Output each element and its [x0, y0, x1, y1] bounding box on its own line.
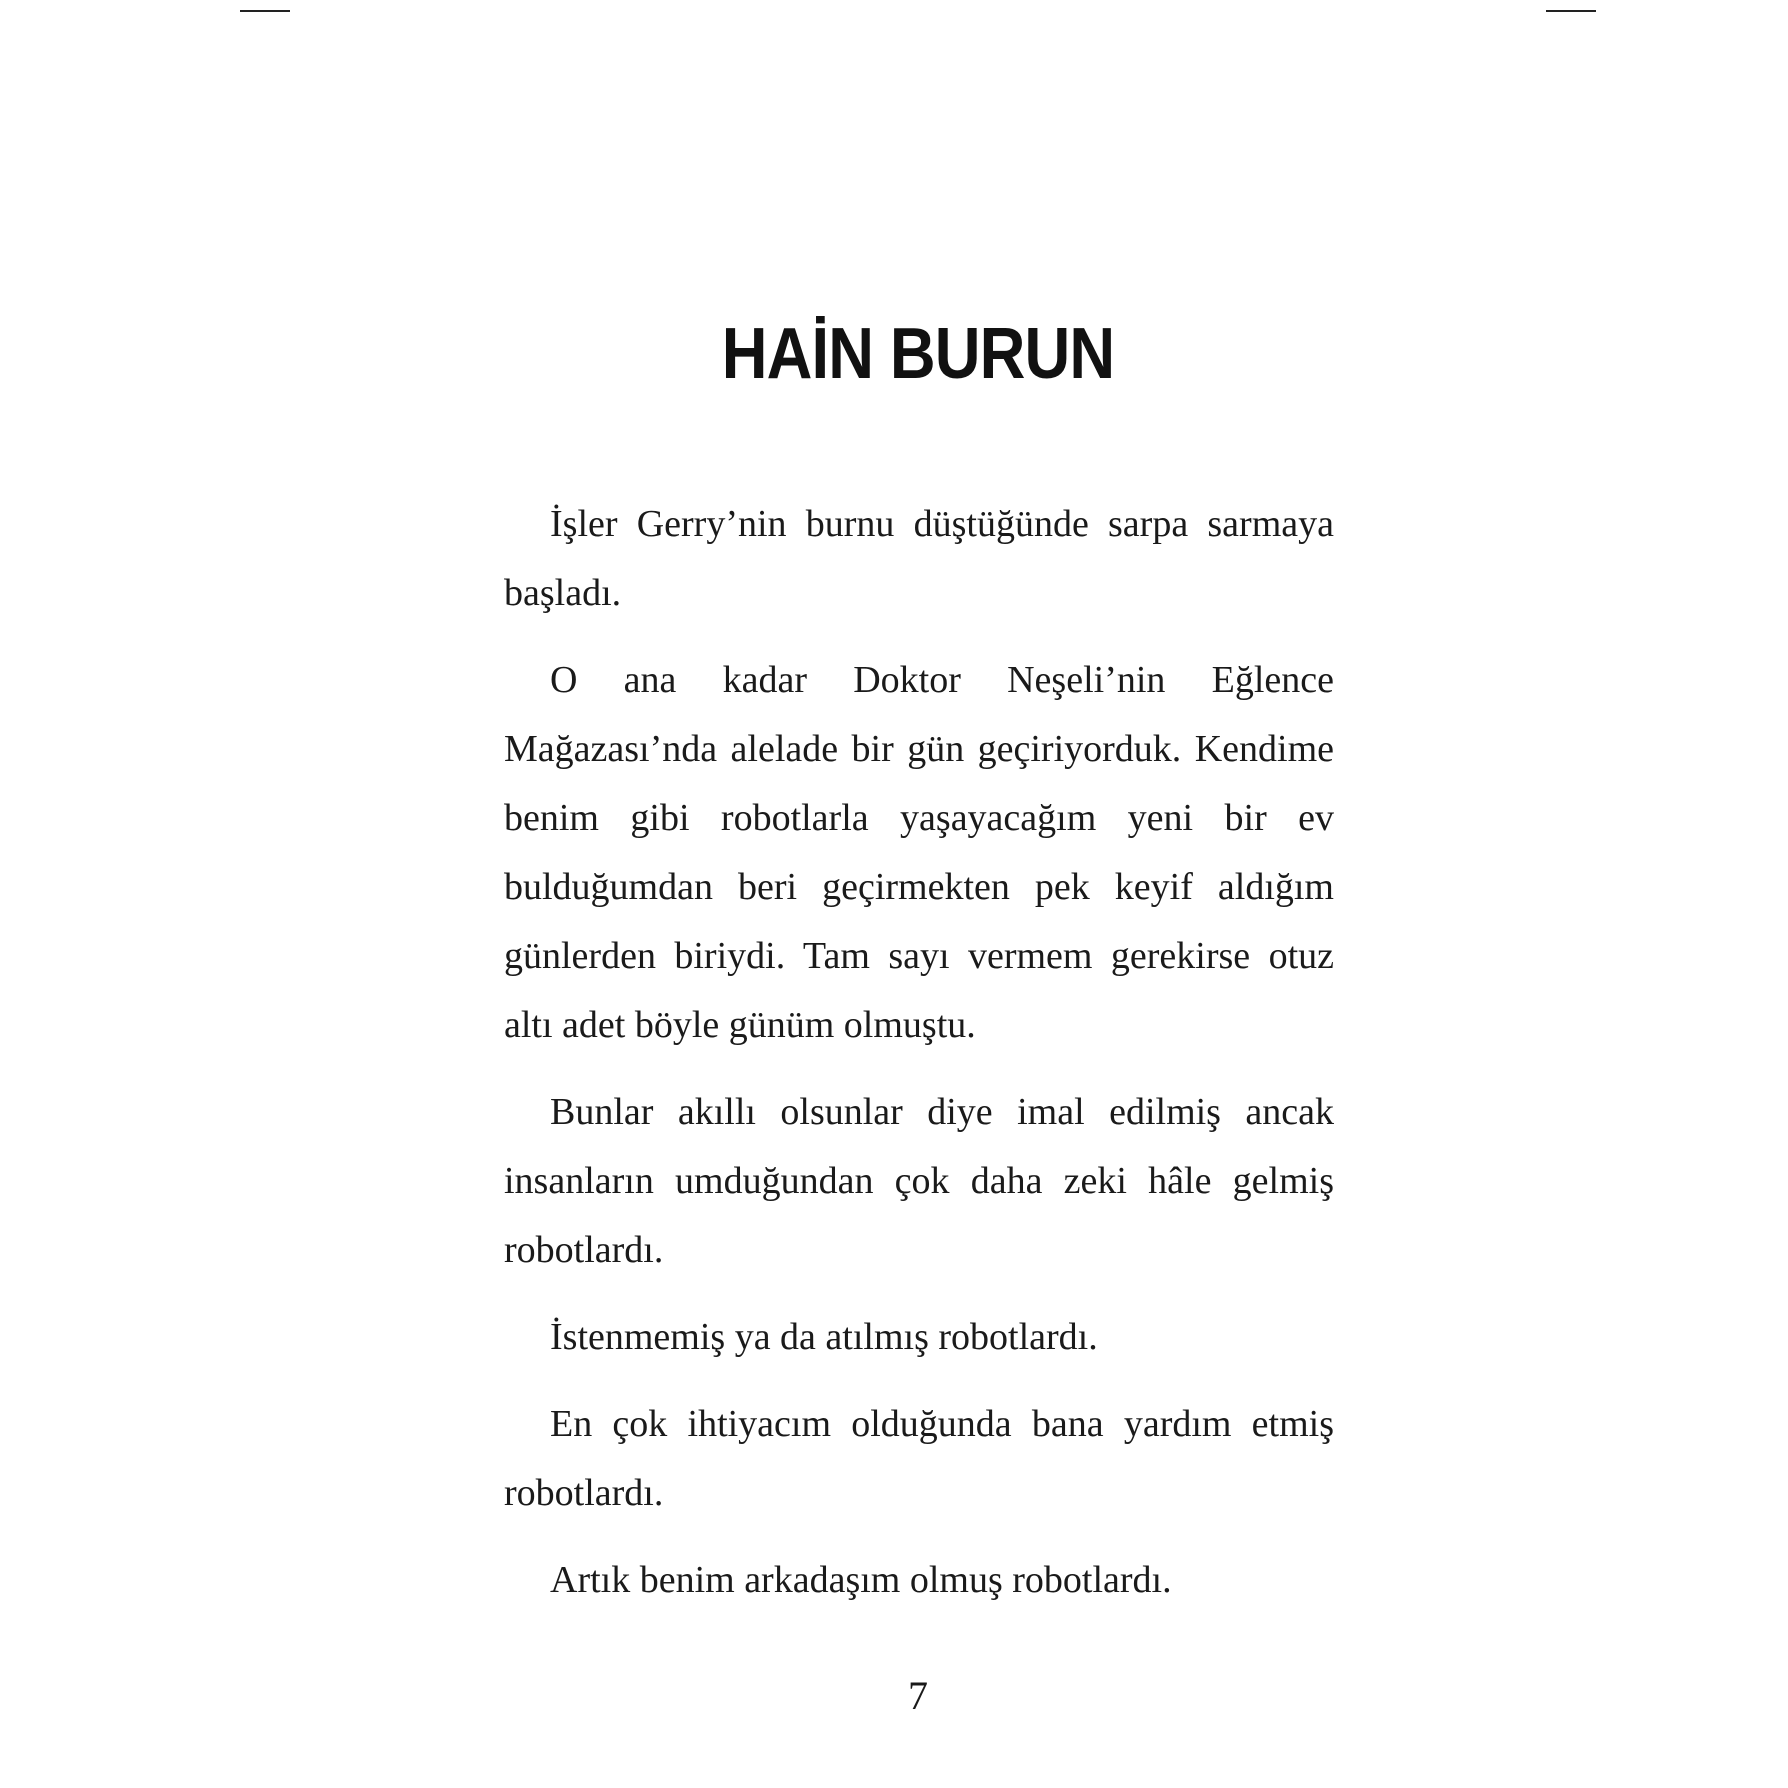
paragraph-6: Artık benim arkadaşım olmuş robotlardı. — [550, 1559, 1172, 1601]
crop-mark-left — [240, 10, 290, 12]
paragraph-1: İşler Gerry’nin burnu düştüğünde sarpa sarmaya başladı. — [504, 503, 1334, 614]
paragraph-5: En çok ihtiyacım olduğunda bana yardım etmiş robotlardı. — [504, 1403, 1334, 1514]
crop-mark-right — [1546, 10, 1596, 12]
paragraph-3: Bunlar akıllı olsunlar diye imal edilmiş ancak insanların umduğundan çok daha zeki hâle gelmiş robotlardı. — [504, 1091, 1334, 1271]
body-text — [504, 490, 1334, 1633]
paragraph-4: İstenmemiş ya da atılmış robotlardı. — [550, 1316, 1098, 1358]
chapter-title: HAİN BURUN — [721, 314, 1115, 394]
page-number: 7 — [908, 1673, 928, 1718]
paragraph-2: O ana kadar Doktor Neşeli’nin Eğlence Mağazası’nda alelade bir gün geçiriyorduk. Kendime benim gibi robotlarla yaşayacağım yeni bir ev bulduğumdan beri geçirmekten pek keyif aldığım günlerden biriydi. Tam sayı vermem gerekirse otuz altı adet böyle günüm olmuştu. — [504, 659, 1334, 1046]
